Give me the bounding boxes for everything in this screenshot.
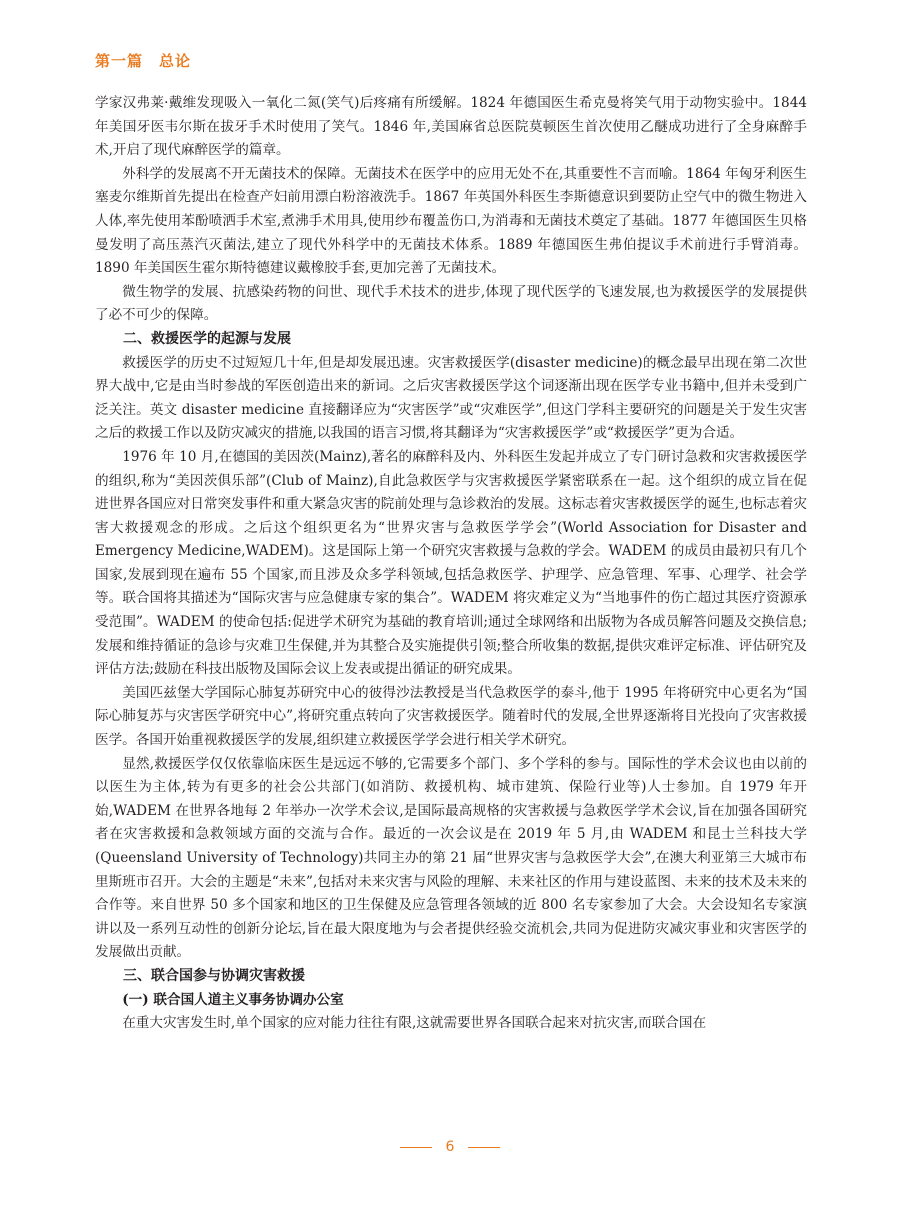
section-heading: 三、联合国参与协调灾害救援 [123, 967, 305, 984]
footer-rule-right [468, 1147, 500, 1148]
paragraph: 学家汉弗莱·戴维发现吸入一氧化二氮(笑气)后疼痛有所缓解。1824 年德国医生希克曼将笑气用于动物实验中。1844 年美国牙医韦尔斯在拔牙手术时使用了笑气。1846 年,美国麻省总医院莫顿医生首次使用乙醚成功进行了全身麻醉手术,开启了现代麻醉医学的篇章。 [95, 95, 807, 159]
page-footer [0, 1137, 900, 1157]
section-heading: 二、救援医学的起源与发展 [123, 330, 291, 347]
page-number: 6 [445, 1139, 455, 1155]
page-content [95, 92, 807, 1036]
paragraph: 外科学的发展离不开无菌技术的保障。无菌技术在医学中的应用无处不在,其重要性不言而喻。1864 年匈牙利医生塞麦尔维斯首先提出在检查产妇前用漂白粉溶液洗手。1867 年英国外科医生李斯德意识到要防止空气中的微生物进入人体,率先使用苯酚喷洒手术室,煮沸手术用具,使用纱布覆盖伤口,为消毒和无菌技术奠定了基础。1877 年德国医生贝格曼发明了高压蒸汽灭菌法,建立了现代外科学中的无菌技术体系。1889 年德国医生弗伯提议手术前进行手臂消毒。1890 年美国医生霍尔斯特德建议戴橡胶手套,更加完善了无菌技术。 [95, 165, 807, 277]
footer-rule-left [400, 1147, 432, 1148]
paragraph: 在重大灾害发生时,单个国家的应对能力往往有限,这就需要世界各国联合起来对抗灾害,而联合国在 [122, 1015, 707, 1032]
paragraph: 美国匹兹堡大学国际心肺复苏研究中心的彼得沙法教授是当代急救医学的泰斗,他于 1995 年将研究中心更名为“国际心肺复苏与灾害医学研究中心”,将研究重点转向了灾害救援医学。随着时代的发展,全世界逐渐将目光投向了灾害救援医学。各国开始重视救援医学的发展,组织建立救援医学学会进行相关学术研究。 [95, 684, 807, 749]
paragraph: 显然,救援医学仅仅依靠临床医生是远远不够的,它需要多个部门、多个学科的参与。国际性的学术会议也由以前的以医生为主体,转为有更多的社会公共部门(如消防、救援机构、城市建筑、保险行业等)人士参加。自 1979 年开始,WADEM 在世界各地每 2 年举办一次学术会议,是国际最高规格的灾害救援与急救医学学术会议,旨在加强各国研究者在灾害救援和急救领域方面的交流与合作。最近的一次会议是在 2019 年 5 月,由 WADEM 和昆士兰科技大学(Queensland University of Technology)共同主办的第 21 届“世界灾害与急救医学大会”,在澳大利亚第三大城市布里斯班市召开。大会的主题是“未来”,包括对未来灾害与风险的理解、未来社区的作用与建设蓝图、未来的技术及未来的合作等。来自世界 50 多个国家和地区的卫生保健及应急管理各领域的近 800 名专家参加了大会。大会设知名专家演讲以及一系列互动性的创新分论坛,旨在最大限度地为与会者提供经验交流机会,共同为促进防灾减灾事业和灾害医学的发展做出贡献。 [95, 755, 807, 961]
paragraph: 救援医学的历史不过短短几十年,但是却发展迅速。灾害救援医学(disaster medicine)的概念最早出现在第二次世界大战中,它是由当时参战的军医创造出来的新词。之后灾害救援医学这个词逐渐出现在医学专业书籍中,但并未受到广泛关注。英文 disaster medicine 直接翻译应为“灾害医学”或“灾难医学”,但这门学科主要研究的问题是关于发生灾害之后的救援工作以及防灾减灾的措施,以我国的语言习惯,将其翻译为“灾害救援医学”或“救援医学”更为合适。 [95, 354, 807, 442]
paragraph: 1976 年 10 月,在德国的美因茨(Mainz),著名的麻醉科及内、外科医生发起并成立了专门研讨急救和灾害救援医学的组织,称为“美因茨俱乐部”(Club of Mainz),自此急救医学与灾害救援医学紧密联系在一起。这个组织的成立旨在促进世界各国应对日常突发事件和重大紧急灾害的院前处理与急诊救治的发展。这标志着灾害救援医学的诞生,也标志着灾害大救援观念的形成。之后这个组织更名为“世界灾害与急救医学学会”(World Association for Disaster and Emergency Medicine,WADEM)。这是国际上第一个研究灾害救援与急救的学会。WADEM 的成员由最初只有几个国家,发展到现在遍布 55 个国家,而且涉及众多学科领域,包括急救医学、护理学、应急管理、军事、心理学、社会学等。联合国将其描述为“国际灾害与应急健康专家的集合”。WADEM 将灾难定义为“当地事件的伤亡超过其医疗资源承受范围”。WADEM 的使命包括:促进学术研究为基础的教育培训;通过全球网络和出版物为各成员解答问题及交换信息;发展和维持循证的急诊与灾难卫生保健,并为其整合及实施提供引领;整合所收集的数据,提供灾难评定标准、评估研究及评估方法;鼓励在科技出版物及国际会议上发表或提出循证的研究成果。 [95, 448, 807, 678]
subsection-heading: (一) 联合国人道主义事务协调办公室 [122, 991, 344, 1008]
paragraph: 微生物学的发展、抗感染药物的问世、现代手术技术的进步,体现了现代医学的飞速发展,也为救援医学的发展提供了必不可少的保障。 [95, 283, 807, 324]
running-header: 第一篇 总论 [95, 52, 192, 70]
